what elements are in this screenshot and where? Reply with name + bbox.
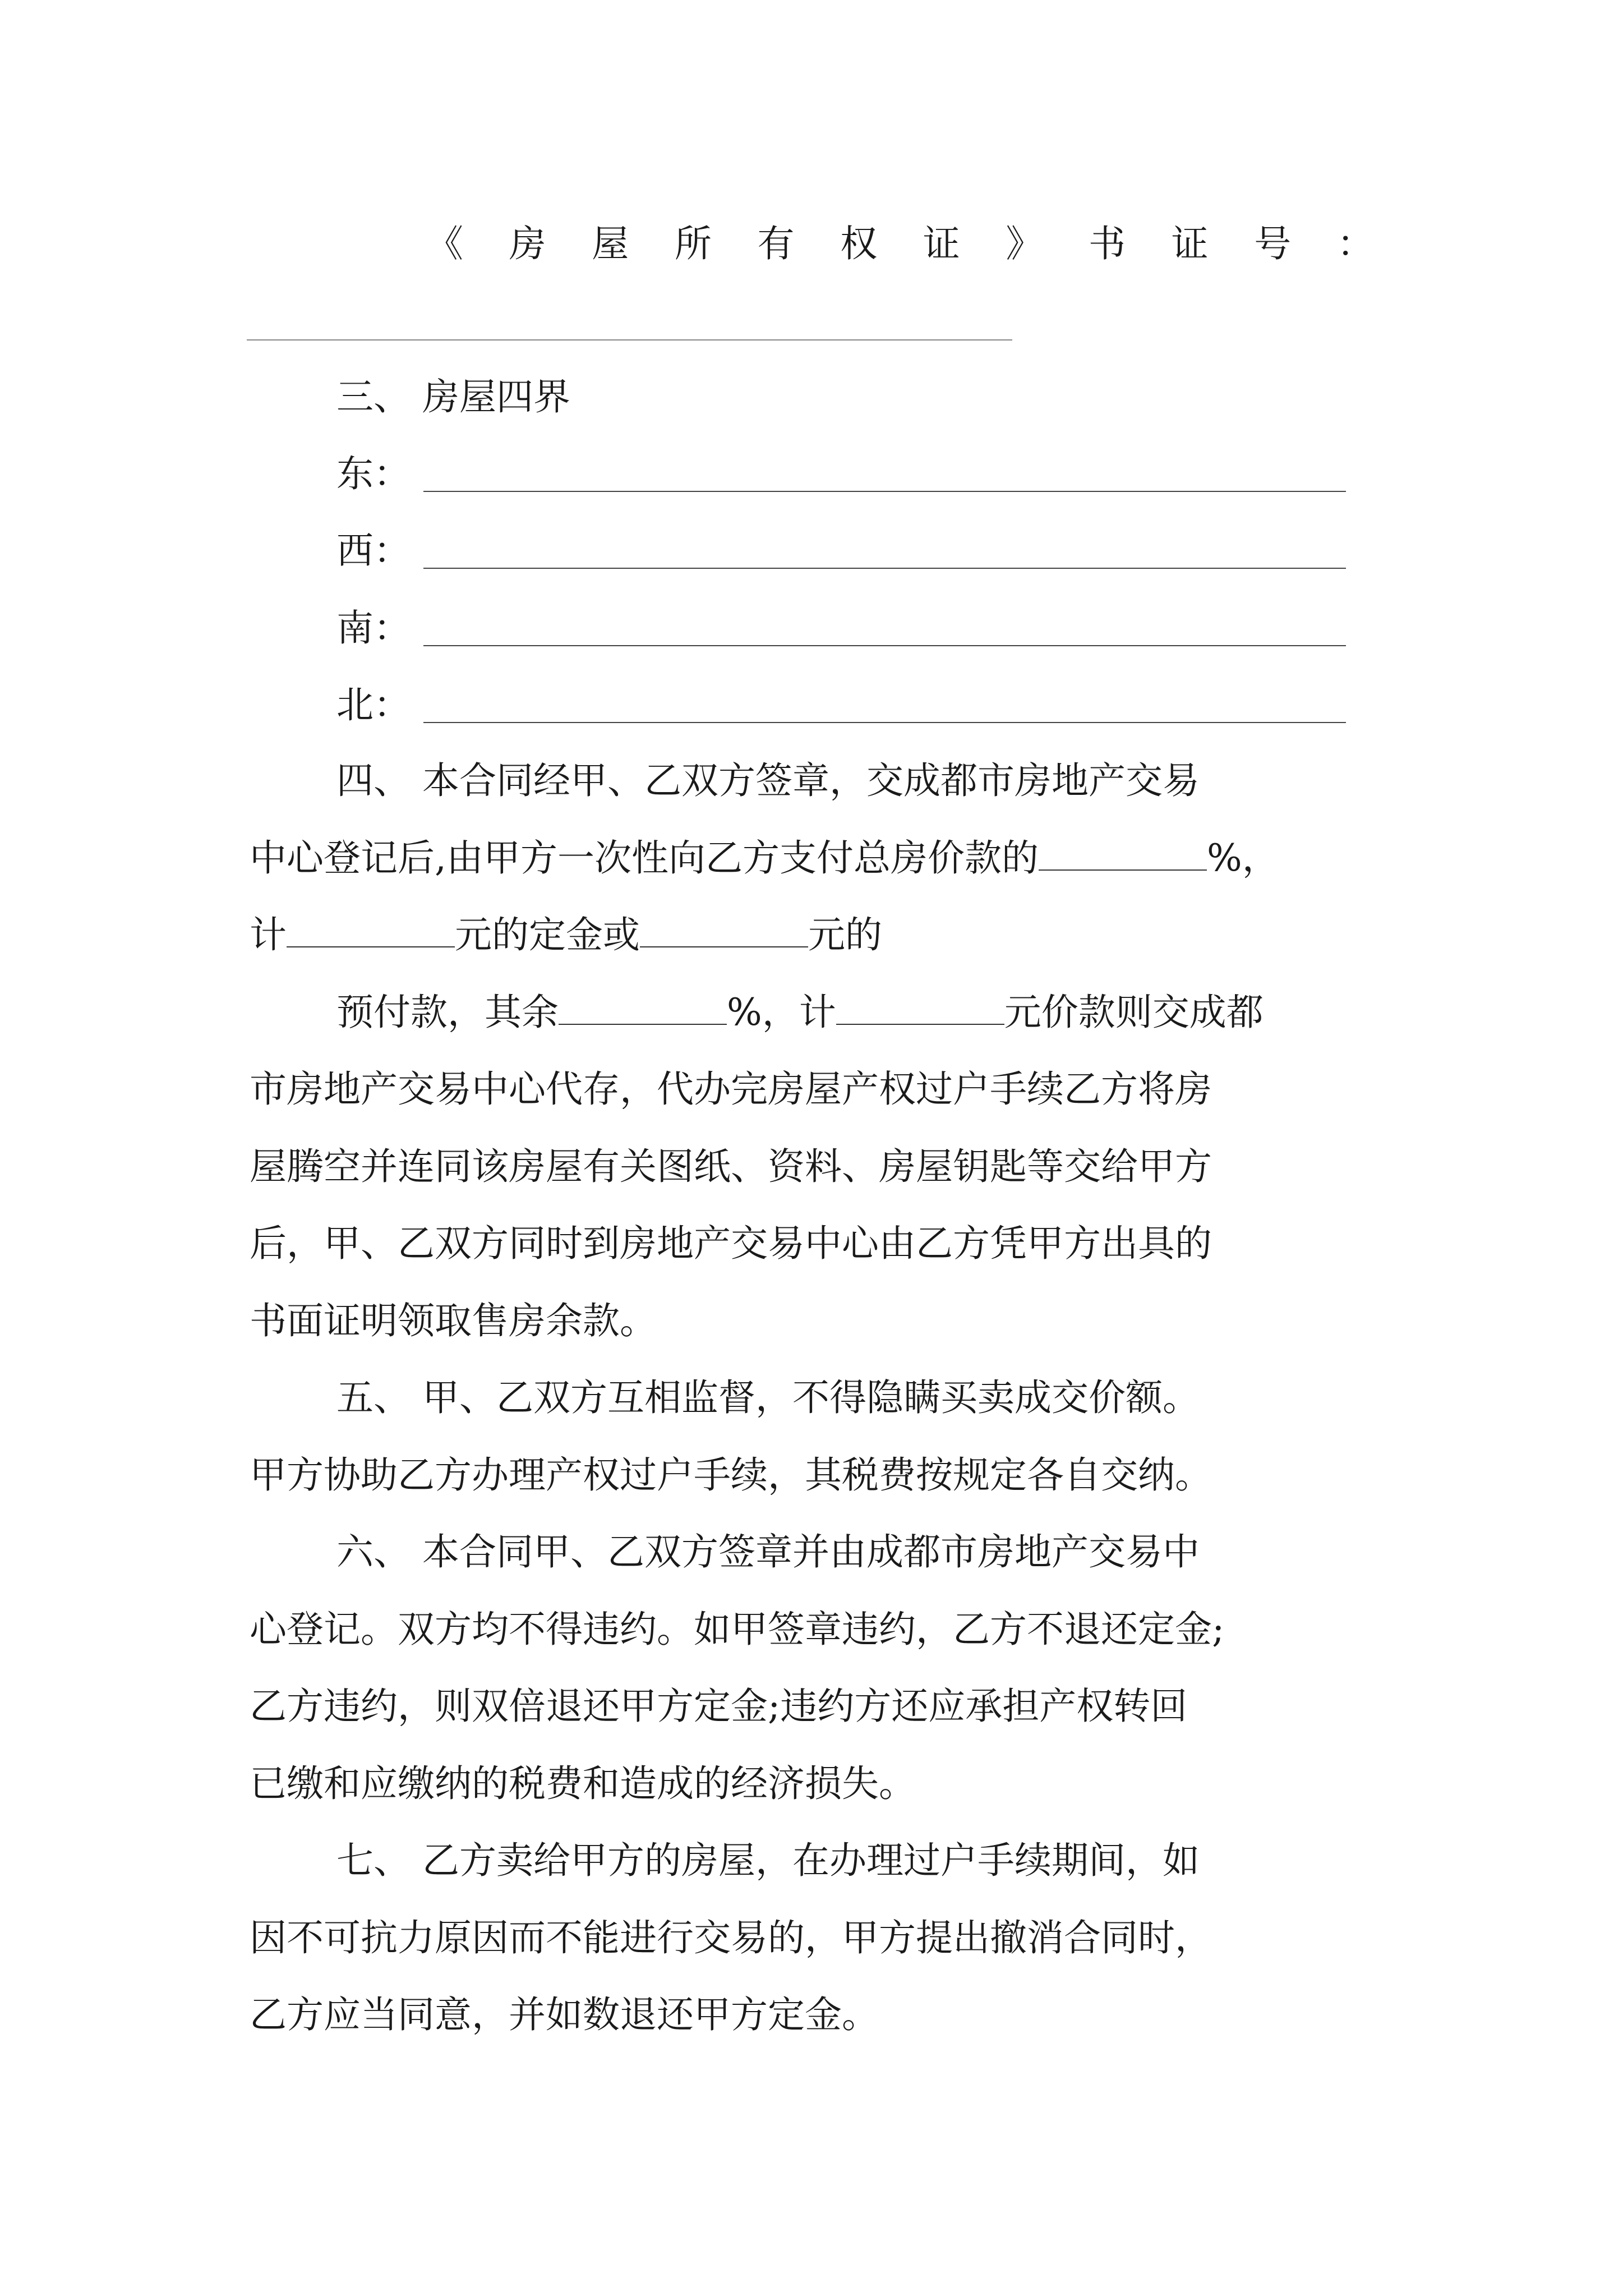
boundary-west-blank [423,568,1346,569]
title-char: 所 [674,222,712,265]
total-price-percent-blank [1039,837,1207,871]
section-4-line-2-suffix: %， [1206,836,1279,880]
section-6-line-1: 六、 本合同甲、乙双方签章并由成都市房地产交易中 [336,1530,1200,1573]
title-char: 》 [1006,222,1043,265]
section-7-line-3: 乙方应当同意，并如数退还甲方定金。 [250,1993,879,2036]
remaining-percent-blank [559,991,727,1025]
section-4-line-3-b: 元的定金或 [455,913,640,956]
section-4-line-8: 书面证明领取售房余款。 [250,1299,657,1342]
section-4-line-6: 屋腾空并连同该房屋有关图纸、资料、房屋钥匙等交给甲方 [250,1145,1212,1188]
section-4-line-4-c: 元价款则交成都 [1004,991,1264,1034]
section-4-line-1: 四、 本合同经甲、乙双方签章，交成都市房地产交易 [336,759,1200,802]
title-char: 《 [426,222,463,265]
boundary-north-label: 北： [336,683,411,726]
deposit-amount-blank [287,914,455,947]
section-6-line-3: 乙方违约，则双倍退还甲方定金;违约方还应承担产权转回 [250,1685,1188,1728]
section-7-line-2: 因不可抗力原因而不能进行交易的，甲方提出撤消合同时， [250,1916,1212,1959]
certificate-number-title [426,222,1374,266]
title-char: 证 [1171,222,1209,265]
boundary-north-blank [423,722,1346,723]
section-4-line-3-c: 元的 [808,913,882,956]
boundary-east-label: 东： [336,452,411,495]
section-4-line-4 [336,990,1264,1035]
section-6-line-4: 已缴和应缴纳的税费和造成的经济损失。 [250,1762,916,1805]
boundary-south-label: 南： [336,606,411,650]
title-char: 证 [923,222,960,265]
section-4-line-3-a: 计 [250,913,287,956]
certificate-number-blank [247,339,1012,341]
title-char: 屋 [592,222,629,265]
section-4-line-2-text: 中心登记后,由甲方一次性向乙方支付总房价款的 [250,836,1039,880]
boundary-west-label: 西： [336,529,411,572]
prepayment-amount-blank [640,914,808,947]
section-4-line-2 [250,836,1279,881]
section-4-line-5: 市房地产交易中心代存，代办完房屋产权过户手续乙方将房 [250,1068,1212,1111]
section-7-line-1: 七、 乙方卖给甲方的房屋，在办理过户手续期间，如 [336,1839,1200,1882]
section-4-line-3 [250,913,882,958]
section-6-line-2: 心登记。双方均不得违约。如甲签章违约，乙方不退还定金; [250,1608,1225,1651]
title-char: 房 [509,222,546,265]
boundary-east-blank [423,491,1346,492]
section-4-line-4-b: %，计 [727,991,836,1034]
title-char: 权 [840,222,878,265]
section-5-line-1: 五、 甲、乙双方互相监督，不得隐瞒买卖成交价额。 [336,1376,1200,1419]
section-3-heading: 三、 房屋四界 [336,375,570,418]
section-5-line-2: 甲方协助乙方办理产权过户手续，其税费按规定各自交纳。 [250,1453,1212,1497]
remaining-amount-blank [836,991,1004,1025]
title-char: 号 [1254,222,1292,265]
boundary-south-blank [423,645,1346,646]
title-char: ： [1336,222,1374,265]
title-char: 有 [757,222,795,265]
title-char: 书 [1089,222,1126,265]
section-4-line-4-a: 预付款，其余 [336,991,559,1034]
section-4-line-7: 后，甲、乙双方同时到房地产交易中心由乙方凭甲方出具的 [250,1222,1212,1265]
